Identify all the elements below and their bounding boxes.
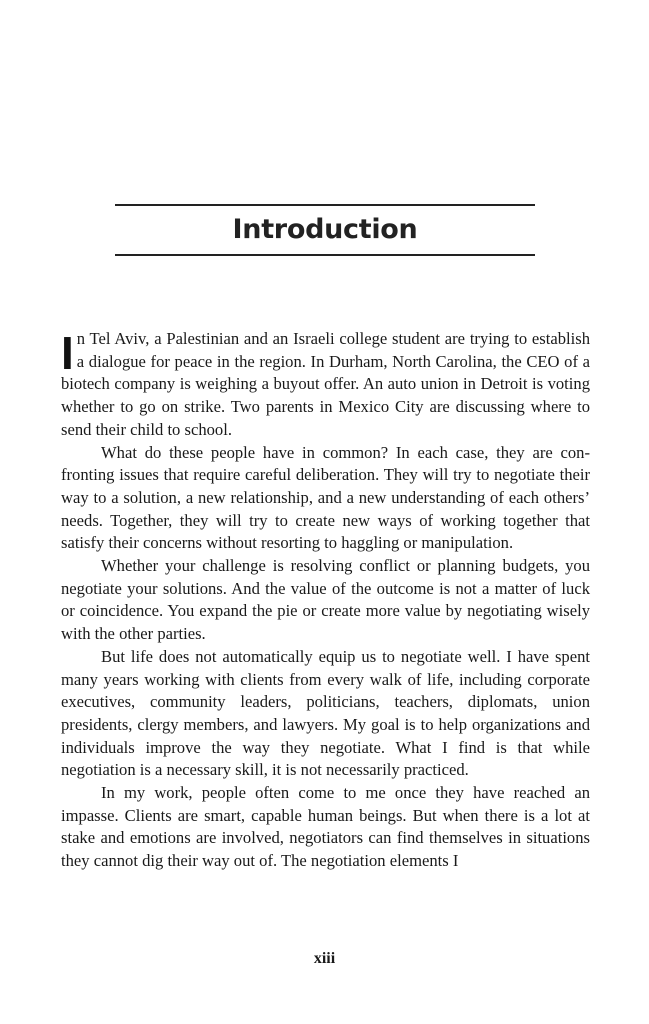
paragraph-1-text: n Tel Aviv, a Palestinian and an Israeli college student are trying to establish a dialogue for peace in the region. In Durham, North Carolina, the CEO of a biotech company is weighing a buyout offer. An auto union in Detroit is voting whether to go on strike. Two parents in Mexico City are discussing where to send their child to school. (61, 329, 590, 439)
paragraph-3: Whether your challenge is resolving conflict or planning budgets, you negotiate your solutions. And the value of the outcome is not a matter of luck or coincidence. You expand the pie or create more value by negotiating wisely with the other parties. (61, 556, 590, 644)
drop-cap: I (61, 327, 74, 379)
body-text (61, 328, 590, 873)
page-number: xiii (313, 950, 336, 967)
paragraph-1 (61, 328, 590, 442)
title-top-rule (115, 204, 535, 206)
paragraph-4: But life does not automatically equip us to negotiate well. I have spent many years working with clients from every walk of life, including corporate executives, community leaders, politicians, teachers, diplomats, union presidents, clergy members, and lawyers. My goal is to help organizations and individuals improve the way they negotiate. What I find is that while negotiation is a necessary skill, it is not necessarily practiced. (61, 646, 590, 780)
paragraph-5: In my work, people often come to me once they have reached an impasse. Clients are smart, capable human beings. But when there is a lot at stake and emotions are involved, negotiators can find themselves in situations they cannot dig their way out of. The negotiation elements I (61, 783, 590, 871)
chapter-title: Introduction (232, 214, 418, 245)
title-bottom-rule (115, 254, 535, 256)
paragraph-2: What do these people have in common? In each case, they are confronting issues that require careful deliberation. They will try to negotiate their way to a solution, a new relationship, and a new understanding of each others’ needs. Together, they will try to create new ways of working together that satisfy their concerns without resorting to haggling or manipulation. (61, 442, 590, 553)
